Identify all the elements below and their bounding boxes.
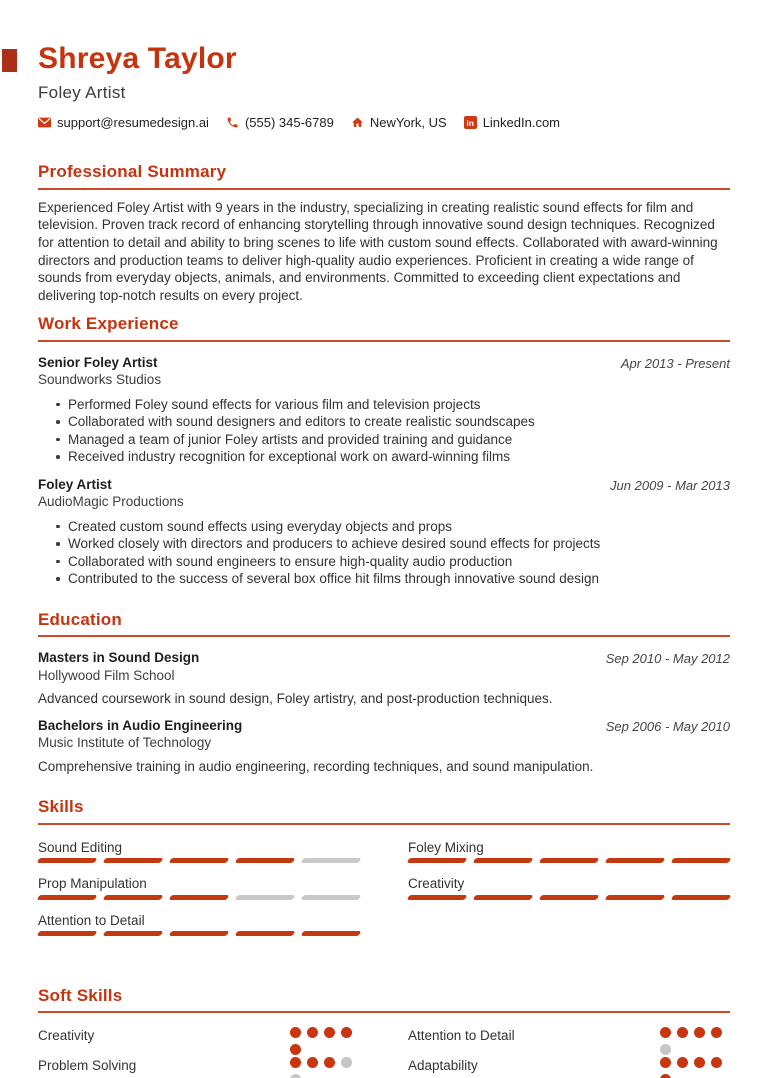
- education-entry: [38, 649, 730, 708]
- person-job-title: Foley Artist: [38, 83, 126, 102]
- section-work-experience: [38, 314, 730, 587]
- section-skills: [38, 797, 730, 948]
- section-heading: Work Experience: [38, 314, 179, 334]
- soft-skill-rating-dots: [660, 1027, 730, 1055]
- section-heading: Soft Skills: [38, 986, 123, 1006]
- job-company: Soundworks Studios: [38, 372, 162, 388]
- contact-item: [226, 115, 334, 130]
- rating-dot-filled: [677, 1057, 688, 1068]
- education-list: [38, 649, 730, 775]
- bar-segment-filled: [473, 858, 534, 863]
- rating-dot-empty: [341, 1057, 352, 1068]
- bar-segment-filled: [235, 858, 296, 863]
- rating-dot-filled: [694, 1027, 705, 1038]
- section-divider: [38, 1011, 730, 1013]
- bar-segment-filled: [671, 858, 732, 863]
- job-dates: Jun 2009 - Mar 2013: [610, 477, 730, 493]
- job-company: AudioMagic Productions: [38, 494, 184, 510]
- degree-name: Bachelors in Audio Engineering: [38, 717, 243, 733]
- bar-segment-filled: [37, 895, 98, 900]
- rating-dot-filled: [290, 1027, 301, 1038]
- rating-dot-filled: [677, 1027, 688, 1038]
- soft-skill-item: [38, 1057, 360, 1078]
- jobs-list: [38, 354, 730, 588]
- soft-skill-name: Attention to Detail: [408, 1028, 515, 1044]
- section-heading: Education: [38, 609, 122, 629]
- home-icon: [351, 116, 364, 129]
- soft-skill-item: [408, 1027, 730, 1055]
- person-name: Shreya Taylor: [38, 42, 237, 75]
- rating-dot-empty: [660, 1044, 671, 1055]
- rating-dot-filled: [324, 1057, 335, 1068]
- skill-item: [38, 875, 360, 900]
- contact-text: LinkedIn.com: [482, 115, 561, 131]
- skill-level-bar: [408, 895, 730, 900]
- resume-header: [38, 44, 730, 130]
- section-divider: [38, 340, 730, 342]
- job-header: [38, 354, 730, 389]
- education-header: [38, 717, 730, 752]
- education-description: Advanced coursework in sound design, Foley artistry, and post-production techniques.: [38, 691, 553, 707]
- contact-text: NewYork, US: [369, 115, 447, 131]
- soft-skill-rating-dots: [290, 1027, 360, 1055]
- rating-dot-filled: [660, 1074, 671, 1078]
- bar-segment-empty: [301, 895, 362, 900]
- degree-name: Masters in Sound Design: [38, 650, 200, 666]
- rating-dot-filled: [307, 1027, 318, 1038]
- contact-text: support@resumedesign.ai: [57, 115, 209, 131]
- job-bullet: Managed a team of junior Foley artists and provided training and guidance: [51, 431, 730, 449]
- education-description: Comprehensive training in audio engineering, recording techniques, and sound manipulation.: [38, 758, 594, 774]
- page-corner-marker: [2, 49, 17, 72]
- skill-name: Foley Mixing: [408, 839, 484, 855]
- soft-skill-rating-dots: [290, 1057, 360, 1078]
- job-dates: Apr 2013 - Present: [620, 355, 730, 371]
- bar-segment-filled: [37, 858, 98, 863]
- soft-skill-name: Adaptability: [408, 1058, 478, 1074]
- skill-level-bar: [38, 895, 360, 900]
- soft-skill-item: [408, 1057, 730, 1078]
- bar-segment-empty: [235, 895, 296, 900]
- rating-dot-filled: [290, 1057, 301, 1068]
- skill-item: [38, 912, 360, 937]
- bar-segment-filled: [539, 895, 600, 900]
- bar-segment-filled: [169, 858, 230, 863]
- contact-row: [38, 115, 730, 130]
- rating-dot-filled: [711, 1057, 722, 1068]
- envelope-icon: [38, 116, 51, 129]
- bar-segment-filled: [103, 895, 164, 900]
- job-bullet: Worked closely with directors and producers to achieve desired sound effects for projects: [51, 535, 730, 553]
- job-bullet: Collaborated with sound engineers to ensure high-quality audio production: [51, 553, 730, 571]
- skill-item: [408, 839, 730, 864]
- job-bullet-list: [51, 518, 730, 588]
- bar-segment-filled: [473, 895, 534, 900]
- job-bullet: Received industry recognition for exceptional work on award-winning films: [51, 448, 730, 466]
- skill-level-bar: [38, 858, 360, 863]
- bar-segment-filled: [169, 895, 230, 900]
- bar-segment-filled: [169, 931, 230, 936]
- skill-level-bar: [408, 858, 730, 863]
- job-header: [38, 476, 730, 511]
- bar-segment-filled: [605, 895, 666, 900]
- section-professional-summary: [38, 162, 730, 304]
- phone-icon: [226, 116, 239, 129]
- contact-text: (555) 345-6789: [244, 115, 334, 131]
- rating-dot-filled: [694, 1057, 705, 1068]
- soft-skill-rating-dots: [660, 1057, 730, 1078]
- bar-segment-filled: [407, 858, 468, 863]
- bar-segment-filled: [235, 931, 296, 936]
- skill-name: Attention to Detail: [38, 912, 145, 928]
- bar-segment-filled: [605, 858, 666, 863]
- skill-name: Sound Editing: [38, 839, 123, 855]
- soft-skill-name: Problem Solving: [38, 1058, 137, 1074]
- rating-dot-filled: [307, 1057, 318, 1068]
- education-dates: Sep 2006 - May 2010: [605, 718, 730, 734]
- bar-segment-filled: [37, 931, 98, 936]
- job-title-text: Senior Foley Artist: [38, 354, 158, 370]
- bar-segment-filled: [407, 895, 468, 900]
- soft-skill-item: [38, 1027, 360, 1055]
- soft-skill-name: Creativity: [38, 1028, 95, 1044]
- school-name: Hollywood Film School: [38, 667, 175, 683]
- skills-grid: [38, 839, 730, 949]
- job-title-text: Foley Artist: [38, 476, 112, 492]
- job-bullet: Performed Foley sound effects for various film and television projects: [51, 396, 730, 414]
- education-header: [38, 649, 730, 684]
- contact-item: [38, 115, 209, 130]
- resume-page: [0, 44, 768, 1078]
- education-dates: Sep 2010 - May 2012: [605, 651, 730, 667]
- education-entry: [38, 717, 730, 776]
- bar-segment-filled: [539, 858, 600, 863]
- section-divider: [38, 635, 730, 637]
- section-heading: Skills: [38, 797, 84, 817]
- job-bullet: Contributed to the success of several box office hit films through innovative sound design: [51, 570, 730, 588]
- job-entry: [38, 354, 730, 466]
- bar-segment-filled: [103, 858, 164, 863]
- soft-skills-grid: [38, 1027, 730, 1078]
- skill-name: Creativity: [408, 876, 465, 892]
- section-education: [38, 610, 730, 775]
- skill-name: Prop Manipulation: [38, 876, 147, 892]
- rating-dot-filled: [660, 1027, 671, 1038]
- job-bullet-list: [51, 396, 730, 466]
- rating-dot-filled: [290, 1044, 301, 1055]
- skill-item: [408, 875, 730, 900]
- contact-item: [464, 115, 560, 130]
- section-heading: Professional Summary: [38, 162, 227, 182]
- job-entry: [38, 476, 730, 588]
- rating-dot-filled: [711, 1027, 722, 1038]
- rating-dot-filled: [341, 1027, 352, 1038]
- skill-level-bar: [38, 931, 360, 936]
- job-bullet: Collaborated with sound designers and editors to create realistic soundscapes: [51, 413, 730, 431]
- summary-paragraph: Experienced Foley Artist with 9 years in the industry, specializing in creating realistic sound effects for film and television. Proven track record of enhancing storytelling through innovative sound design techniques. Recognized for attention to detail and ability to bring scenes to life with custom sound effects. Collaborated with award-winning directors and production teams to deliver high-quality audio experiences. Proficient in creating a wide range of sounds from everyday objects, animals, and environments. Committed to exceeding client expectations and delivering top-notch results on every project.: [38, 199, 718, 303]
- section-soft-skills: [38, 986, 730, 1078]
- bar-segment-filled: [671, 895, 732, 900]
- rating-dot-filled: [660, 1057, 671, 1068]
- section-divider: [38, 188, 730, 190]
- linkedin-icon: in: [464, 116, 477, 129]
- bar-segment-empty: [301, 858, 362, 863]
- rating-dot-empty: [290, 1074, 301, 1078]
- bar-segment-filled: [103, 931, 164, 936]
- job-bullet: Created custom sound effects using everyday objects and props: [51, 518, 730, 536]
- skill-item: [38, 839, 360, 864]
- school-name: Music Institute of Technology: [38, 735, 212, 751]
- bar-segment-filled: [301, 931, 362, 936]
- contact-item: [351, 115, 447, 130]
- rating-dot-filled: [324, 1027, 335, 1038]
- section-divider: [38, 823, 730, 825]
